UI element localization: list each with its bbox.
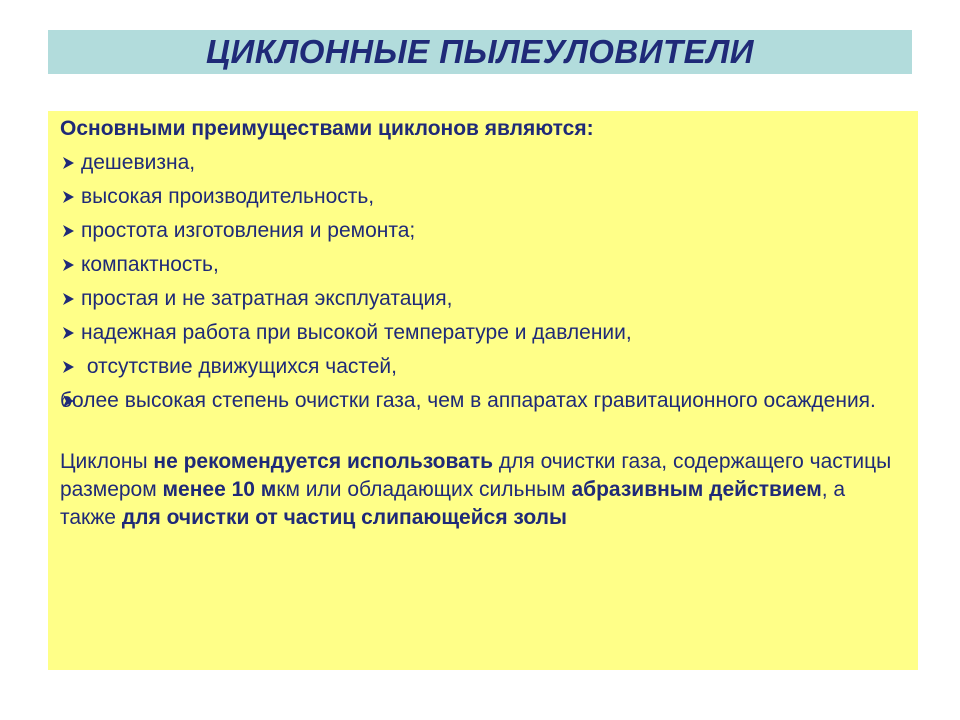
paragraph-emphasis: абразивным действием	[571, 478, 822, 501]
paragraph-emphasis: не рекомендуется использовать	[153, 450, 494, 473]
list-item-text: высокая производительность,	[81, 185, 375, 208]
list-item	[60, 388, 906, 414]
list-item-text: надежная работа при высокой температуре и давлении,	[81, 321, 632, 344]
list-item	[60, 184, 906, 210]
page-title: ЦИКЛОННЫЕ ПЫЛЕУЛОВИТЕЛИ	[206, 33, 754, 70]
list-item-text: отсутствие движущихся частей,	[81, 355, 397, 378]
content-box	[48, 111, 918, 670]
list-item	[60, 218, 906, 244]
paragraph-text: для очистки газа, содержащего частицы размером	[60, 450, 892, 501]
arrowhead-bullet-icon	[60, 218, 81, 244]
list-item-text: простая и не затратная эксплуатация,	[81, 287, 453, 310]
advantages-list	[60, 150, 906, 414]
list-item-text: более высокая степень очистки газа, чем в аппаратах гравитационного осаждения.	[60, 389, 876, 412]
title-bar	[48, 30, 912, 74]
arrowhead-bullet-icon	[60, 320, 81, 346]
recommendation-paragraph	[60, 448, 906, 532]
list-item-text: компактность,	[81, 253, 219, 276]
arrowhead-bullet-icon	[60, 252, 81, 278]
list-item	[60, 320, 906, 346]
advantages-heading: Основными преимуществами циклонов являются:	[60, 117, 594, 140]
arrowhead-bullet-icon	[60, 286, 81, 312]
paragraph-emphasis: менее 10 м	[162, 478, 277, 501]
paragraph-text: км или обладающих сильным	[276, 478, 572, 501]
arrowhead-bullet-icon	[60, 150, 81, 176]
list-item-text: простота изготовления и ремонта;	[81, 219, 416, 242]
list-item-text: дешевизна,	[81, 151, 196, 174]
list-item	[60, 252, 906, 278]
arrowhead-bullet-icon	[60, 184, 81, 210]
list-item	[60, 150, 906, 176]
paragraph-text: Циклоны	[60, 450, 154, 473]
list-item	[60, 354, 906, 380]
arrowhead-bullet-icon	[60, 354, 81, 380]
paragraph-text: , а также	[60, 478, 846, 529]
paragraph-emphasis: для очистки от частиц слипающейся золы	[121, 506, 567, 529]
list-item	[60, 286, 906, 312]
